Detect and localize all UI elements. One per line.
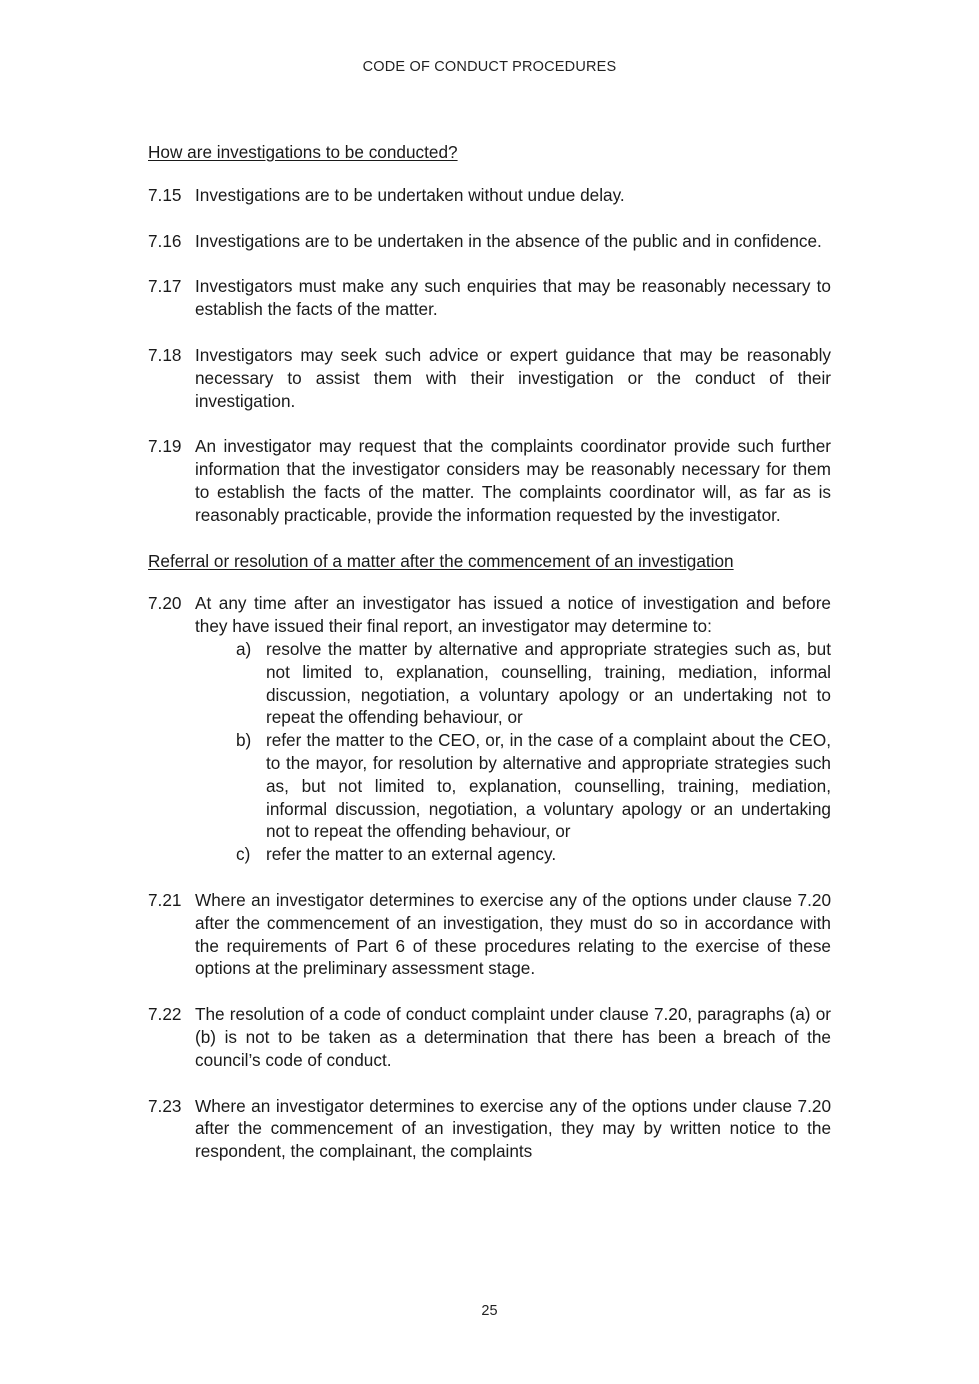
clause-number: 7.15	[148, 184, 182, 205]
section-referral-resolution	[148, 550, 831, 1163]
section-investigations-conduct	[148, 141, 831, 527]
clause-body	[195, 344, 831, 412]
clause-number: 7.23	[148, 1095, 182, 1116]
clause-text: Investigations are to be undertaken in the absence of the public and in confidence.	[195, 230, 822, 251]
clause-number: 7.18	[148, 344, 182, 365]
clause-text: An investigator may request that the complaints coordinator provide such further information that the investigator considers may be reasonably necessary for them to establish the facts of the matter. The complaints coordinator will, as far as is reasonably practicable, provide the information requested by the investigator.	[195, 436, 831, 525]
clause-body	[195, 275, 831, 321]
page-number: 25	[481, 1303, 498, 1319]
clause-7-15	[148, 184, 831, 207]
sub-item-letter: a)	[236, 638, 252, 659]
clause-number: 7.20	[148, 593, 182, 614]
clause-text: Investigators may seek such advice or expert guidance that may be reasonably necessary to assist them with their investigation or the conduct of their investigation.	[195, 344, 831, 411]
clause-7-19	[148, 435, 831, 526]
sub-item-letter: c)	[236, 844, 251, 865]
clause-7-17	[148, 275, 831, 321]
clause-7-20	[148, 592, 831, 866]
clause-text: Where an investigator determines to exercise any of the options under clause 7.20 after the commencement of an investigation, they must do so in accordance with the requirements of Part 6 of these procedures relating to the exercise of these options at the preliminary assessment stage.	[195, 889, 831, 979]
clause-number: 7.21	[148, 889, 182, 910]
page-content	[148, 141, 831, 1186]
sub-item-list	[236, 638, 831, 866]
clause-body	[195, 889, 831, 980]
sub-item-text: refer the matter to the CEO, or, in the case of a complaint about the CEO, to the mayor, for resolution by alternative and appropriate strategies such as, but not limited to, explanation, counselling, training, mediation, informal discussion, negotiation, a voluntary apology or an undertaking not to repeat the offending behaviour, or	[266, 730, 831, 842]
clause-7-18	[148, 344, 831, 412]
clause-body	[195, 184, 831, 207]
sub-item-text: resolve the matter by alternative and appropriate strategies such as, but not limited to, explanation, counselling, training, mediation, informal discussion, negotiation, a voluntary apology or an undertaking not to repeat the offending behaviour, or	[266, 638, 831, 728]
clause-body	[195, 435, 831, 526]
clause-text: At any time after an investigator has issued a notice of investigation and before they have issued their final report, an investigator may determine to:	[195, 593, 831, 637]
clause-body	[195, 592, 831, 866]
sub-item-text: refer the matter to an external agency.	[266, 844, 557, 865]
clause-body	[195, 230, 831, 253]
clause-body	[195, 1003, 831, 1071]
clause-number: 7.17	[148, 276, 182, 297]
running-header: CODE OF CONDUCT PROCEDURES	[362, 59, 617, 75]
clause-7-22	[148, 1003, 831, 1071]
clause-7-21	[148, 889, 831, 980]
sub-item-c	[236, 843, 831, 866]
clause-body	[195, 1095, 831, 1163]
clause-number: 7.16	[148, 230, 182, 251]
clause-7-16	[148, 230, 831, 253]
clause-text: Investigations are to be undertaken without undue delay.	[195, 184, 625, 205]
clause-text: Investigators must make any such enquiries that may be reasonably necessary to establish the facts of the matter.	[195, 276, 831, 320]
clause-text: Where an investigator determines to exercise any of the options under clause 7.20 after the commencement of an investigation, they may by written notice to the respondent, the complainant, the complaints	[195, 1095, 831, 1162]
clause-text: The resolution of a code of conduct complaint under clause 7.20, paragraphs (a) or (b) is not to be taken as a determination that there has been a breach of the council’s code of conduct.	[195, 1004, 831, 1070]
sub-item-a	[236, 638, 831, 729]
sub-item-letter: b)	[236, 730, 252, 751]
clause-number: 7.22	[148, 1004, 182, 1025]
clause-number: 7.19	[148, 436, 182, 457]
section-heading: Referral or resolution of a matter after the commencement of an investigation	[148, 550, 734, 571]
clause-7-23	[148, 1095, 831, 1163]
section-heading: How are investigations to be conducted?	[148, 142, 458, 162]
sub-item-b	[236, 729, 831, 843]
